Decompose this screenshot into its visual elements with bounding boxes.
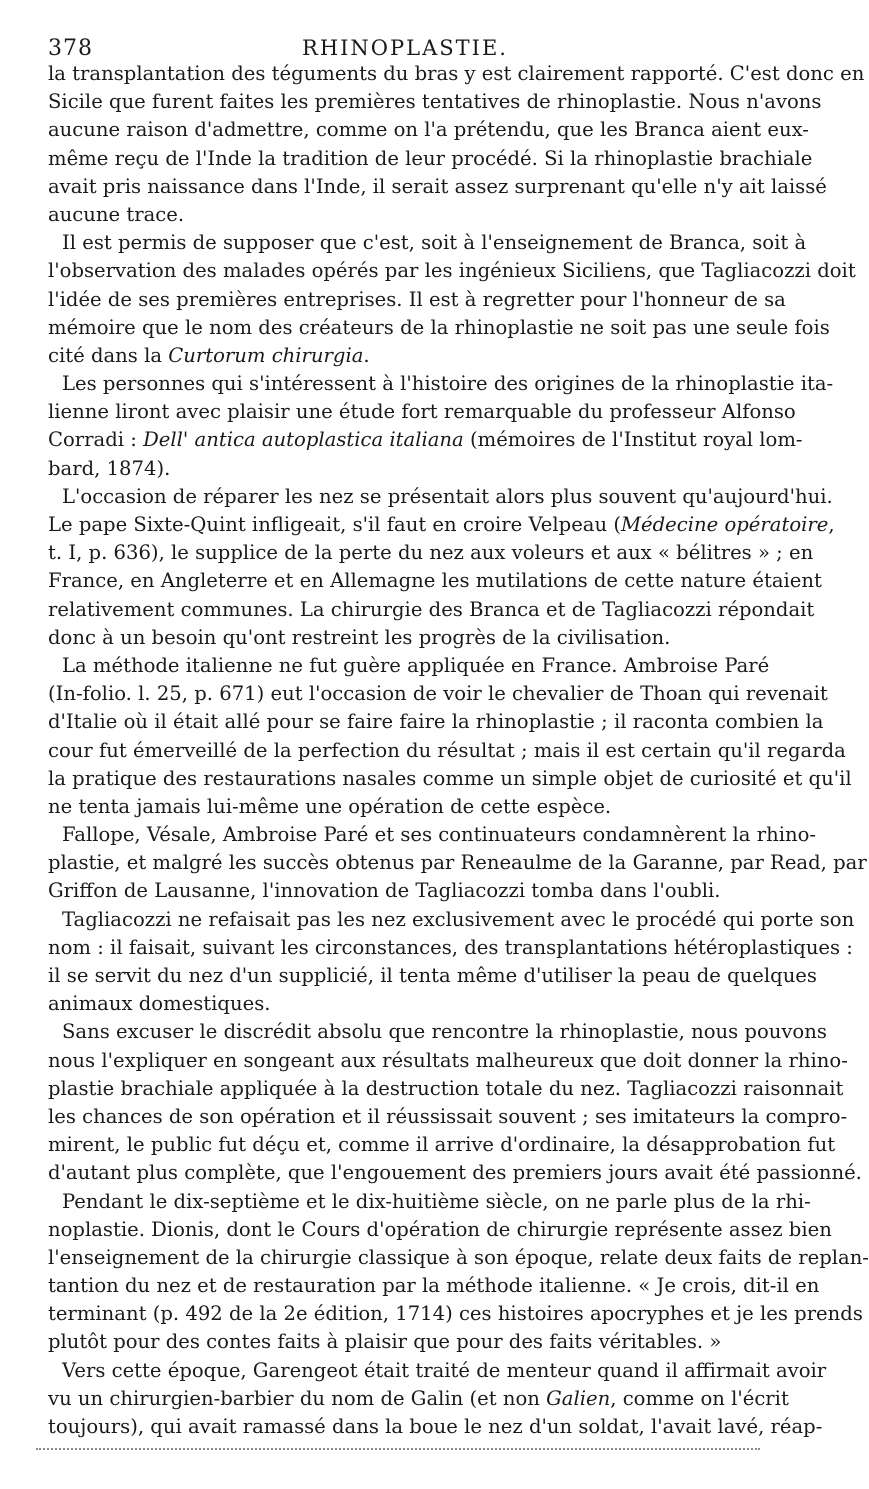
text-line xyxy=(48,342,762,370)
text-line xyxy=(48,1075,844,1103)
text-line xyxy=(48,1216,832,1244)
text-segment: toujours), qui avait ramassé dans la boue le nez d'un soldat, l'avait lavé, réap- xyxy=(48,1415,823,1438)
text-line xyxy=(48,1018,827,1046)
text-segment: l'observation des malades opérés par les ingénieux Siciliens, que Tagliacozzi doit xyxy=(48,259,856,283)
text-segment: l'enseignement de la chirurgie classique à son époque, relate deux faits de replan- xyxy=(48,1245,869,1269)
text-segment: vu un chirurgien-barbier du nom de Galin (et non xyxy=(48,1386,547,1410)
text-segment: Le pape Sixte-Quint infligeait, s'il faut en croire Velpeau ( xyxy=(48,513,621,536)
text-segment: d'Italie où il était allé pour se faire faire la rhinoplastie ; il raconta combien la xyxy=(48,710,824,734)
text-segment: Corradi : xyxy=(48,428,144,452)
text-segment: animaux domestiques. xyxy=(48,992,271,1016)
text-segment: noplastie. Dionis, dont le Cours d'opération de chirurgie représente assez bien xyxy=(48,1217,832,1241)
italic-title: Dell' antica autoplastica italiana xyxy=(143,428,464,452)
text-line xyxy=(48,962,817,990)
text-segment: lienne liront avec plaisir une étude fort remarquable du professeur Alfonso xyxy=(48,400,796,424)
text-segment: Fallope, Vésale, Ambroise Paré et ses continuateurs condamnèrent la rhino- xyxy=(62,823,817,847)
text-segment: relativement communes. La chirurgie des Branca et de Tagliacozzi répondait xyxy=(48,597,815,621)
text-line xyxy=(48,567,822,595)
text-segment: les chances de son opération et il réussissait souvent ; ses imitateurs la compro- xyxy=(48,1104,848,1128)
text-segment: La méthode italienne ne fut guère appliquée en France. Ambroise Paré xyxy=(62,653,770,677)
text-segment: plutôt pour des contes faits à plaisir que pour des faits véritables. » xyxy=(48,1330,722,1354)
running-title: RHINOPLASTIE. xyxy=(302,36,508,60)
text-line xyxy=(48,737,846,765)
text-line xyxy=(48,1047,848,1075)
text-line xyxy=(48,455,762,483)
page-number: 378 xyxy=(48,36,93,61)
text-line xyxy=(48,314,830,342)
text-segment: nous l'expliquer en songeant aux résultats malheureux que doit donner la rhino- xyxy=(48,1048,848,1072)
text-line xyxy=(48,483,833,511)
text-segment: plastie brachiale appliquée à la destruction totale du nez. Tagliacozzi raisonnait xyxy=(48,1076,844,1100)
text-segment: mémoire que le nom des créateurs de la rhinoplastie ne soit pas une seule fois xyxy=(48,315,830,339)
text-segment: Griffon de Lausanne, l'innovation de Tagliacozzi tomba dans l'oubli. xyxy=(48,879,721,903)
text-line xyxy=(48,821,817,849)
text-segment: Pendant le dix-septième et le dix-huitième siècle, on ne parle plus de la rhi- xyxy=(62,1189,811,1213)
text-segment: l'idée de ses premières entreprises. Il est à regretter pour l'honneur de sa xyxy=(48,287,786,311)
text-segment: Les personnes qui s'intéressent à l'histoire des origines de la rhinoplastie ita- xyxy=(62,372,834,396)
text-segment: plastie, et malgré les succès obtenus par Reneaulme de la Garanne, par Read, par xyxy=(48,851,867,875)
text-line xyxy=(48,596,815,624)
text-line xyxy=(48,257,856,285)
text-segment: ne tenta jamais lui-même une opération de cette espèce. xyxy=(48,794,612,818)
text-line xyxy=(48,145,813,173)
body-text xyxy=(48,60,869,1441)
text-line xyxy=(48,680,828,708)
text-line xyxy=(48,1413,823,1441)
text-line xyxy=(48,1328,762,1356)
text-segment: Sans excuser le discrédit absolu que rencontre la rhinoplastie, nous pouvons xyxy=(62,1020,827,1044)
text-segment: t. I, p. 636), le supplice de la perte du nez aux voleurs et aux « bélitres » ; en xyxy=(48,541,814,565)
text-segment: nom : il faisait, suivant les circonstances, des transplantations hétéroplastiques : xyxy=(48,935,853,959)
italic-title: Curtorum chirurgia xyxy=(168,343,364,367)
text-segment: France, en Angleterre et en Allemagne les mutilations de cette nature étaient xyxy=(48,569,822,593)
text-line xyxy=(48,426,803,454)
text-line xyxy=(48,88,822,116)
text-segment: tantion du nez et de restauration par la méthode italienne. « Je crois, dit-il en xyxy=(48,1274,820,1298)
text-segment: il se servit du nez d'un supplicié, il tenta même d'utiliser la peau de quelques xyxy=(48,964,817,987)
text-segment: Il est permis de supposer que c'est, soit à l'enseignement de Branca, soit à xyxy=(62,231,807,255)
text-segment: d'autant plus complète, que l'engouement des premiers jours avait été passionné. xyxy=(48,1161,862,1185)
text-line xyxy=(48,934,853,962)
text-segment: (mémoires de l'Institut royal lom- xyxy=(463,428,803,452)
text-line xyxy=(48,624,762,652)
text-segment: , xyxy=(828,513,835,536)
text-line xyxy=(48,1103,848,1131)
text-line xyxy=(48,201,762,229)
text-line xyxy=(48,173,827,201)
text-line xyxy=(48,906,855,934)
italic-title: Médecine opératoire xyxy=(620,513,829,536)
text-segment: aucune raison d'admettre, comme on l'a prétendu, que les Branca aient eux- xyxy=(48,118,809,142)
text-segment: bard, 1874). xyxy=(48,456,171,480)
text-line xyxy=(48,708,824,736)
text-segment: avait pris naissance dans l'Inde, il serait assez surprenant qu'elle n'y ait laissé xyxy=(48,174,827,198)
text-line xyxy=(48,229,807,257)
text-line xyxy=(48,370,834,398)
text-line xyxy=(48,511,835,539)
text-segment: la pratique des restaurations nasales comme un simple objet de curiosité et qu'il xyxy=(48,766,852,790)
text-line xyxy=(48,849,867,877)
text-segment: la transplantation des téguments du bras y est clairement rapporté. C'est donc en xyxy=(48,62,865,85)
text-line xyxy=(48,793,762,821)
text-line xyxy=(48,652,770,680)
text-segment: mirent, le public fut déçu et, comme il arrive d'ordinaire, la désapprobation fut xyxy=(48,1133,836,1157)
text-line xyxy=(48,1272,820,1300)
text-line xyxy=(48,1244,869,1272)
text-segment: même reçu de l'Inde la tradition de leur procédé. Si la rhinoplastie brachiale xyxy=(48,146,813,170)
text-segment: (In-folio. l. 25, p. 671) eut l'occasion de voir le chevalier de Thoan qui revenait xyxy=(48,682,828,706)
text-segment: Sicile que furent faites les premières tentatives de rhinoplastie. Nous n'avons xyxy=(48,90,822,114)
text-line xyxy=(48,1385,789,1413)
text-segment: terminant (p. 492 de la 2e édition, 1714) ces histoires apocryphes et je les prends xyxy=(48,1302,863,1326)
text-segment: . xyxy=(363,343,370,367)
text-segment: Tagliacozzi ne refaisait pas les nez exclusivement avec le procédé qui porte son xyxy=(62,907,855,931)
footer-dotted-rule xyxy=(36,1448,760,1450)
text-line xyxy=(48,60,865,88)
text-line xyxy=(48,1131,836,1159)
text-line xyxy=(48,398,796,426)
text-segment: donc à un besoin qu'ont restreint les progrès de la civilisation. xyxy=(48,625,671,649)
text-segment: cité dans la xyxy=(48,343,169,367)
text-line xyxy=(48,539,814,567)
text-line xyxy=(48,286,786,314)
text-line xyxy=(48,116,809,144)
italic-title: Galien xyxy=(546,1386,611,1410)
text-line xyxy=(48,990,762,1018)
text-line xyxy=(48,1188,811,1216)
text-segment: cour fut émerveillé de la perfection du résultat ; mais il est certain qu'il regarda xyxy=(48,738,846,762)
page-header xyxy=(48,26,762,60)
text-segment: L'occasion de réparer les nez se présentait alors plus souvent qu'aujourd'hui. xyxy=(62,484,833,508)
text-line xyxy=(48,1159,862,1187)
text-line xyxy=(48,1357,827,1385)
text-line xyxy=(48,765,852,793)
text-line xyxy=(48,877,762,905)
text-segment: Vers cette époque, Garengeot était traité de menteur quand il affirmait avoir xyxy=(62,1358,827,1382)
text-line xyxy=(48,1300,863,1328)
text-segment: , comme on l'écrit xyxy=(610,1386,789,1410)
text-segment: aucune trace. xyxy=(48,202,185,226)
